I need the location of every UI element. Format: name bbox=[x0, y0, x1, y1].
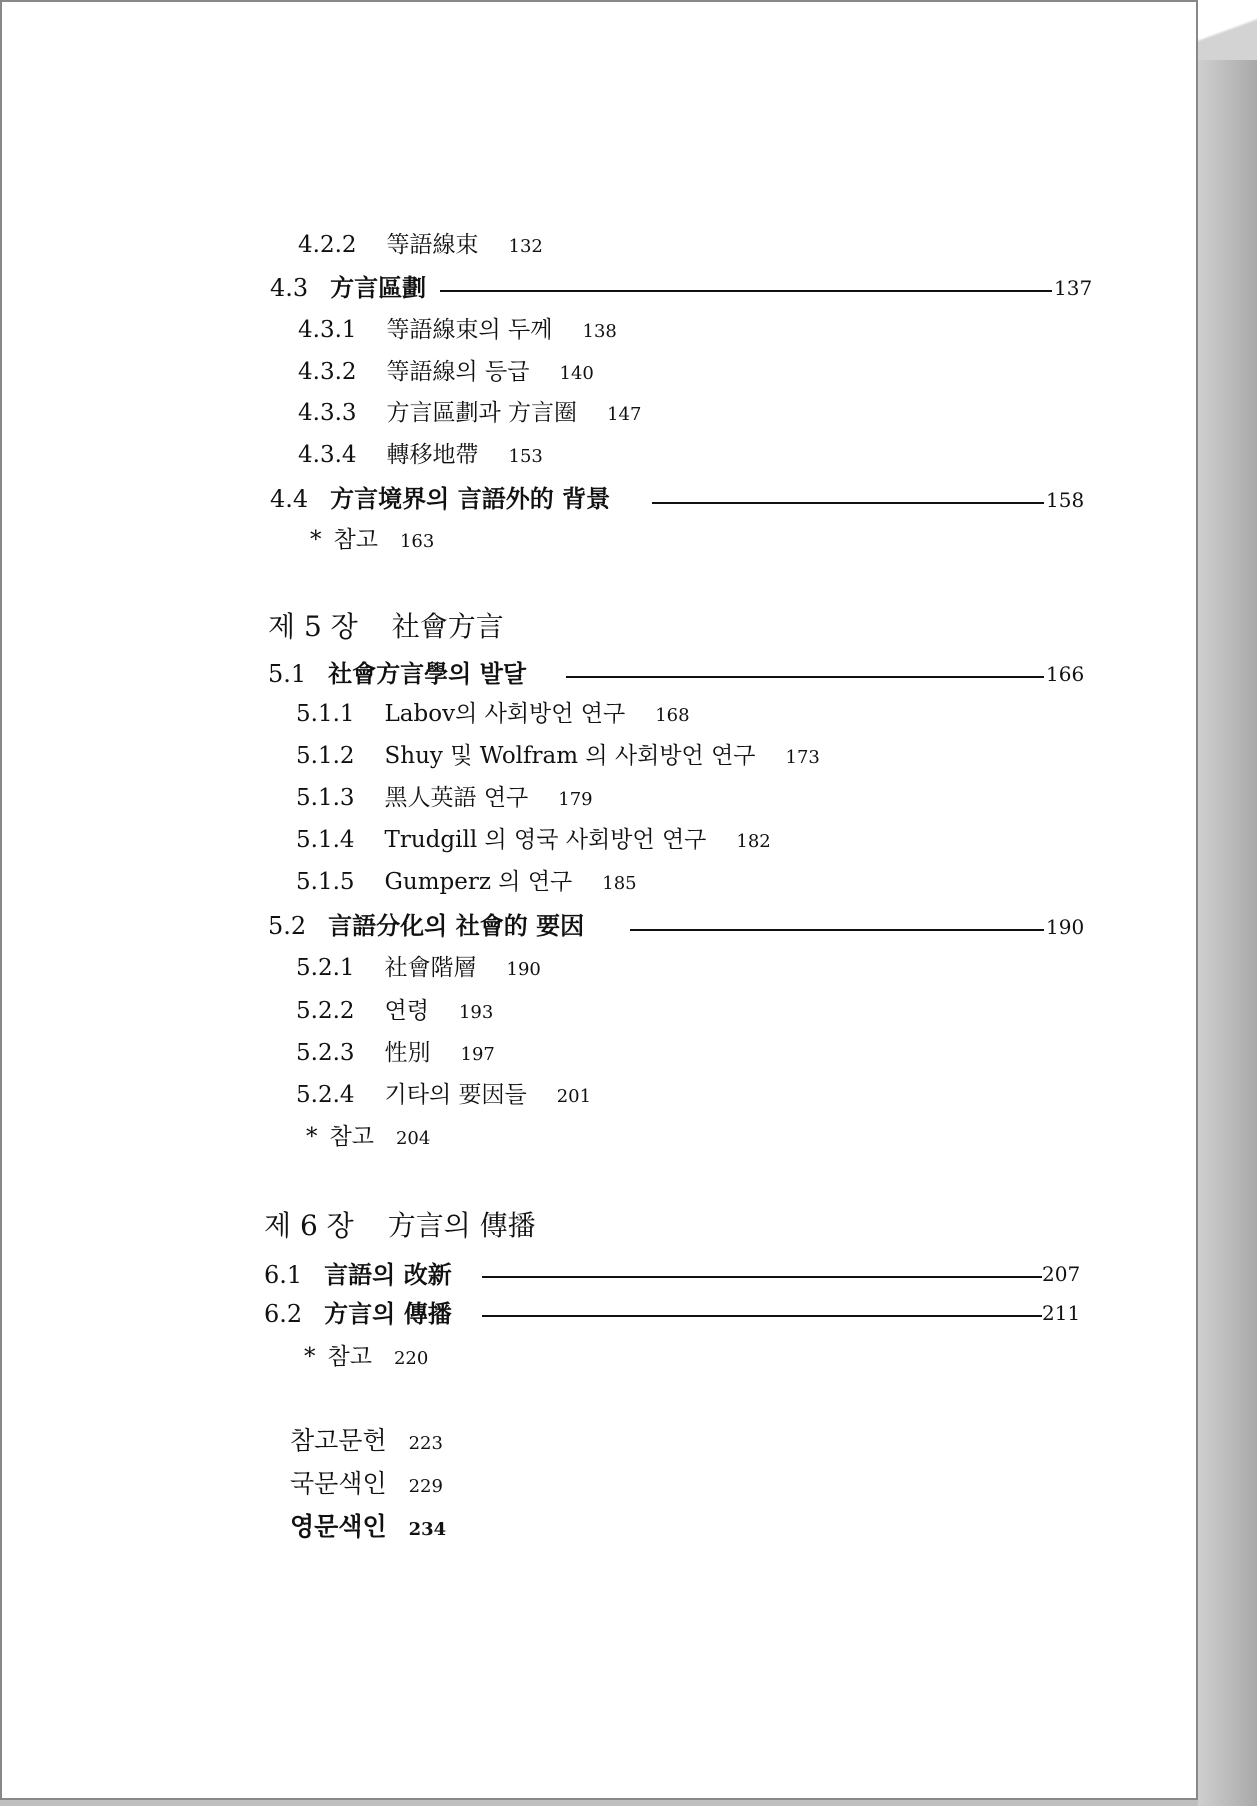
toc-number: 6.2 bbox=[264, 1300, 303, 1328]
toc-back-matter bbox=[290, 1426, 443, 1459]
toc-number: 4.3.3 bbox=[298, 400, 357, 426]
toc-section bbox=[268, 659, 526, 689]
toc-number: 4.3.4 bbox=[298, 442, 357, 468]
toc-title: 참고 bbox=[329, 1124, 374, 1150]
toc-page: 204 bbox=[395, 1128, 431, 1149]
toc-title: 等語線束 bbox=[386, 232, 479, 258]
toc-leader bbox=[630, 929, 1044, 931]
toc-title: 言語의 改新 bbox=[324, 1260, 452, 1289]
toc-page: 168 bbox=[655, 705, 690, 726]
toc-title: Trudgill 의 영국 사회방언 연구 bbox=[384, 827, 707, 853]
chapter-title: 社會方言 bbox=[391, 610, 504, 643]
toc-number: 4.2.2 bbox=[298, 232, 357, 258]
toc-subsection bbox=[296, 699, 690, 731]
toc-page: 137 bbox=[1054, 276, 1093, 300]
toc-page: 182 bbox=[736, 831, 771, 852]
toc-page: 185 bbox=[602, 873, 637, 894]
toc-section bbox=[270, 273, 426, 303]
toc-page: 207 bbox=[1042, 1262, 1081, 1286]
toc-title: 社會階層 bbox=[384, 955, 477, 981]
toc-page: 173 bbox=[785, 747, 820, 768]
toc-leader bbox=[652, 502, 1044, 504]
toc-number: 4.3 bbox=[270, 274, 309, 302]
asterisk: * bbox=[306, 1124, 318, 1150]
toc-title: 참고 bbox=[327, 1344, 372, 1370]
toc-section bbox=[270, 484, 610, 514]
toc-subsection bbox=[298, 357, 594, 389]
toc-leader bbox=[482, 1276, 1042, 1278]
toc-number: 5.2.4 bbox=[296, 1082, 355, 1108]
toc-number: 4.3.2 bbox=[298, 359, 357, 385]
toc-title: 言語分化의 社會的 要因 bbox=[328, 911, 585, 940]
toc-title: 참고 bbox=[333, 527, 378, 553]
toc-page: 163 bbox=[399, 531, 435, 552]
toc-page: 197 bbox=[460, 1044, 495, 1065]
toc-title: 方言區劃 bbox=[330, 273, 427, 302]
toc-section bbox=[268, 911, 584, 941]
toc-subsection bbox=[296, 783, 593, 815]
toc-page: 132 bbox=[508, 236, 543, 257]
toc-title: 黑人英語 연구 bbox=[384, 785, 529, 811]
chapter-title: 方言의 傳播 bbox=[387, 1209, 536, 1242]
toc-page: 229 bbox=[408, 1476, 443, 1497]
toc-title: 方言境界의 言語外的 背景 bbox=[330, 484, 611, 513]
toc-section bbox=[264, 1299, 452, 1329]
asterisk: * bbox=[310, 527, 322, 553]
toc-title: 국문색인 bbox=[290, 1469, 387, 1498]
toc-page: 193 bbox=[458, 1002, 494, 1023]
toc-number: 6.1 bbox=[264, 1261, 303, 1289]
toc-leader bbox=[566, 676, 1044, 678]
toc-page: 223 bbox=[408, 1433, 443, 1454]
toc-title: Labov의 사회방언 연구 bbox=[384, 701, 626, 727]
toc-title: 等語線의 등급 bbox=[386, 359, 530, 385]
toc-number: 5.1.2 bbox=[296, 743, 355, 769]
toc-subsection bbox=[298, 230, 543, 262]
toc-number: 5.1.3 bbox=[296, 785, 355, 811]
toc-title: 方言區劃과 方言圈 bbox=[386, 400, 578, 426]
toc-title: 참고문헌 bbox=[290, 1426, 387, 1455]
toc-back-matter bbox=[290, 1512, 446, 1545]
toc-page: 138 bbox=[582, 321, 617, 342]
toc-page: 147 bbox=[607, 404, 642, 425]
chapter-heading bbox=[268, 612, 504, 642]
toc-number: 5.1.5 bbox=[296, 869, 355, 895]
chapter-heading bbox=[264, 1211, 536, 1241]
page-corner bbox=[1198, 0, 1257, 60]
toc-page: 166 bbox=[1046, 662, 1085, 686]
toc-number: 4.4 bbox=[270, 485, 309, 513]
toc-title: Shuy 및 Wolfram 의 사회방언 연구 bbox=[384, 743, 756, 769]
toc-subsection bbox=[298, 398, 641, 430]
toc-title: 性別 bbox=[384, 1040, 431, 1066]
toc-title: Gumperz 의 연구 bbox=[384, 869, 573, 895]
toc-page: 211 bbox=[1042, 1301, 1081, 1325]
chapter-number: 제 6 장 bbox=[264, 1209, 354, 1242]
toc-title: 方言의 傳播 bbox=[324, 1299, 452, 1328]
toc-number: 5.1.1 bbox=[296, 701, 355, 727]
chapter-number: 제 5 장 bbox=[268, 610, 358, 643]
toc-leader bbox=[440, 290, 1052, 292]
toc-reference bbox=[310, 525, 434, 557]
toc-page: 234 bbox=[408, 1519, 447, 1540]
toc-subsection bbox=[296, 953, 541, 985]
toc-title: 轉移地帶 bbox=[386, 442, 479, 468]
toc-number: 5.2.3 bbox=[296, 1040, 355, 1066]
toc-page: 153 bbox=[508, 446, 543, 467]
toc-reference bbox=[304, 1342, 428, 1374]
toc-section bbox=[264, 1260, 452, 1290]
toc-number: 4.3.1 bbox=[298, 317, 357, 343]
toc-page: 190 bbox=[506, 959, 541, 980]
toc-page: 190 bbox=[1046, 915, 1085, 939]
toc-page: 179 bbox=[558, 789, 593, 810]
toc-number: 5.2.1 bbox=[296, 955, 355, 981]
toc-page: 158 bbox=[1046, 488, 1085, 512]
toc-number: 5.1 bbox=[268, 660, 307, 688]
toc-title: 연령 bbox=[384, 998, 429, 1024]
toc-subsection bbox=[296, 741, 820, 773]
toc-number: 5.1.4 bbox=[296, 827, 355, 853]
toc-leader bbox=[482, 1315, 1042, 1317]
toc-title: 等語線束의 두께 bbox=[386, 317, 553, 343]
toc-back-matter bbox=[290, 1469, 443, 1502]
toc-subsection bbox=[298, 440, 543, 472]
toc-subsection bbox=[298, 315, 617, 347]
toc-subsection bbox=[296, 996, 493, 1028]
toc-subsection bbox=[296, 1080, 591, 1112]
page-edge bbox=[1198, 0, 1257, 1806]
toc-page: 140 bbox=[559, 363, 594, 384]
toc-title: 기타의 要因들 bbox=[384, 1082, 527, 1108]
asterisk: * bbox=[304, 1344, 316, 1370]
toc-number: 5.2 bbox=[268, 912, 307, 940]
toc-subsection bbox=[296, 867, 637, 899]
toc-reference bbox=[306, 1122, 430, 1154]
toc-subsection bbox=[296, 1038, 495, 1070]
toc-number: 5.2.2 bbox=[296, 998, 355, 1024]
toc-title: 영문색인 bbox=[290, 1512, 387, 1541]
toc-subsection bbox=[296, 825, 771, 857]
toc-page: 220 bbox=[393, 1348, 429, 1369]
toc-page: 201 bbox=[556, 1086, 592, 1107]
toc-title: 社會方言學의 발달 bbox=[328, 659, 527, 688]
